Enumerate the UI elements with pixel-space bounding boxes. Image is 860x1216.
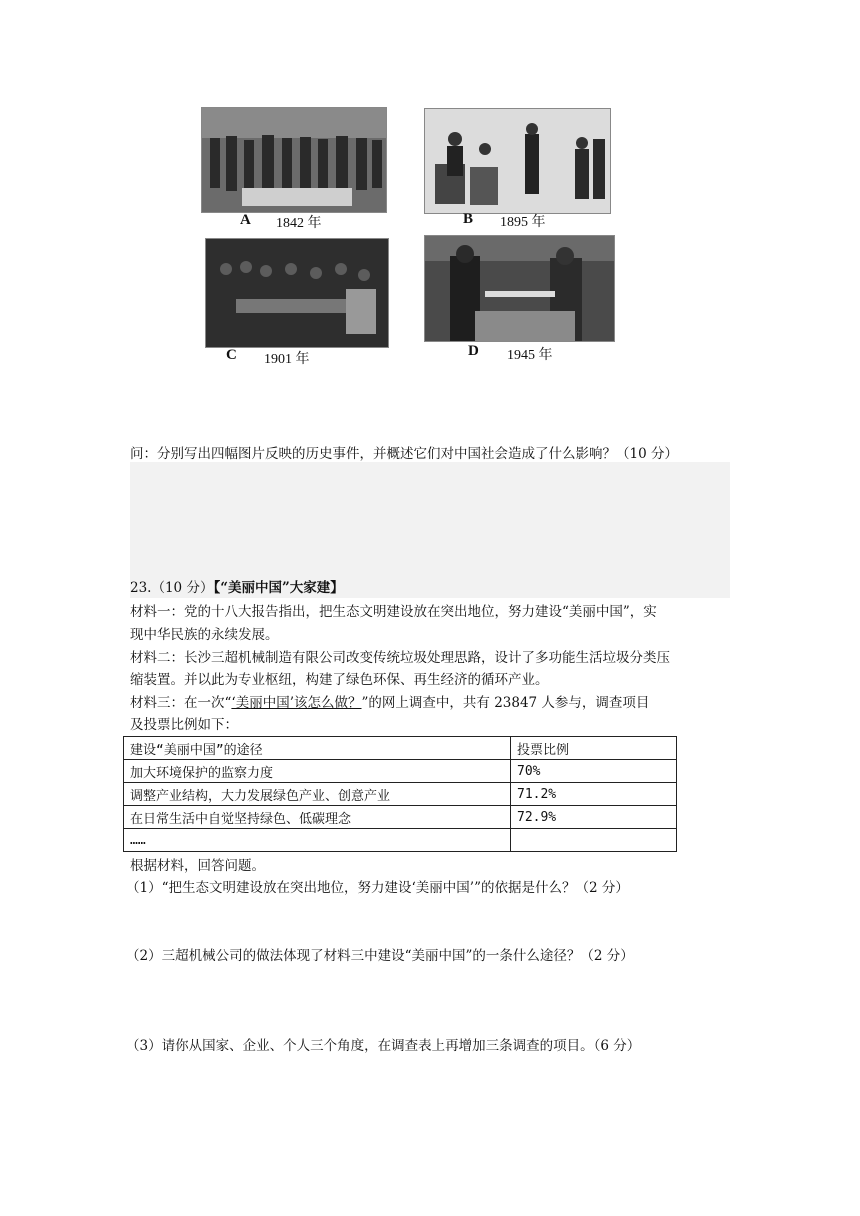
table-cell: 调整产业结构，大力发展绿色产业、创意产业 [124,783,511,806]
table-cell: …… [124,829,511,852]
photo-d-letter: D [468,343,479,359]
instruction: 根据材料，回答问题。 [130,858,265,874]
material3-suffix: ”的网上调查中，共有 23847 人参与，调查项目 [361,695,650,711]
material3-line2: 及投票比例如下： [130,717,238,733]
q23-number: 23.（10 分） [130,580,214,596]
survey-table [123,736,677,852]
table-cell: 72.9% [511,806,677,829]
table-cell: 70% [511,760,677,783]
photo-c [205,238,389,348]
table-header-row [124,737,677,760]
photo-b-letter: B [463,211,474,227]
photo-d-year: 1945 年 [507,348,553,363]
material1-line2: 现中华民族的永续发展。 [130,627,279,643]
photo-a-year: 1842 年 [276,216,322,231]
table-cell: 71.2% [511,783,677,806]
material2-line2: 缩装置。并以此为专业枢纽，构建了绿色环保、再生经济的循环产业。 [130,672,549,688]
table-cell [511,829,677,852]
material3-survey-title: ‘美丽中国’该怎么做？ [231,695,362,711]
material1-line1: 材料一：党的十八大报告指出，把生态文明建设放在突出地位，努力建设“美丽中国”，实 [130,604,657,620]
table-row [124,760,677,783]
photo-a-letter: A [240,212,251,228]
table-row [124,806,677,829]
table-header-cell: 建设“美丽中国”的途径 [124,737,511,760]
photo-a [201,107,387,213]
table-cell: 在日常生活中自觉坚持绿色、低碳理念 [124,806,511,829]
photo-b-year: 1895 年 [500,215,546,230]
material3-line1 [130,693,649,713]
table-row [124,829,677,852]
sub-question-2: （2）三超机械公司的做法体现了材料三中建设“美丽中国”的一条什么途径？（2 分） [126,948,634,964]
sub-question-1: （1）“把生态文明建设放在突出地位，努力建设‘美丽中国’”的依据是什么？（2 分） [126,880,629,896]
table-row [124,783,677,806]
question-22: 问：分别写出四幅图片反映的历史事件，并概述它们对中国社会造成了什么影响？（10 分） [130,446,678,462]
q23-title: 【“美丽中国”大家建】 [213,580,344,596]
photo-d [424,235,615,342]
material2-line1: 材料二：长沙三超机械制造有限公司改变传统垃圾处理思路，设计了多功能生活垃圾分类压 [130,650,670,666]
photo-c-year: 1901 年 [264,352,310,367]
table-cell: 加大环境保护的监察力度 [124,760,511,783]
material3-prefix: 材料三：在一次“ [130,695,232,711]
photo-c-letter: C [226,347,237,363]
q23-header [130,578,344,598]
photo-b [424,108,611,214]
table-header-cell: 投票比例 [511,737,677,760]
sub-question-3: （3）请你从国家、企业、个人三个角度，在调查表上再增加三条调查的项目。（6 分） [126,1038,641,1054]
